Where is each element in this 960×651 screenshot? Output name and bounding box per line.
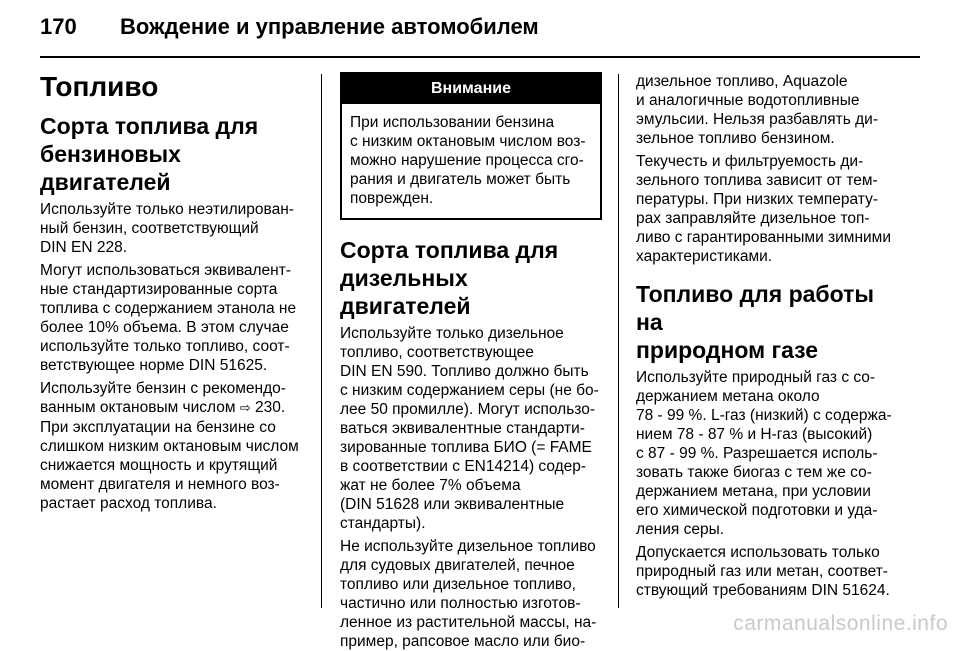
- paragraph-diesel-winter: Текучесть и фильтруемость ди- зельного топлива зависит от тем- пературы. При низких температу- рах заправляйте дизельное топ- ливо с гарантированными зимними характеристиками.: [636, 153, 891, 265]
- warning-title: Внимание: [342, 74, 600, 104]
- running-title: Вождение и управление автомобилем: [120, 14, 539, 39]
- arrow-reference-icon[interactable]: ⇨: [239, 401, 251, 416]
- paragraph-unleaded: Используйте только неэтилирован- ный бензин, соответствующий DIN EN 228.: [40, 201, 294, 256]
- page-reference-link[interactable]: 230: [255, 399, 281, 416]
- paragraph-diesel-standard: Используйте только дизельное топливо, соответствующее DIN EN 590. Топливо должно быть с низким содержанием серы (не бо- лее 50 промилле). Могут использо- ваться эквивалентные стандарти- зированные топлива БИО (= FAME в соответствии с EN14214) содер- жат не более 7% объема (DIN 51628 или эквивалентные стандарты).: [340, 325, 599, 532]
- section-title-diesel: Сорта топлива для дизельных двигателей: [340, 237, 559, 319]
- paragraph-natural-gas-standard: Допускается использовать только природный газ или метан, соответ- ствующий требованиям DIN 51624.: [636, 544, 890, 599]
- column-divider-1: [321, 74, 322, 608]
- warning-text: При использовании бензина с низким октановым числом воз- можно нарушение процесса сго- рания и двигатель может быть поврежден.: [350, 114, 586, 207]
- paragraph-natural-gas: Используйте природный газ с со- держанием метана около 78 - 99 %. L-газ (низкий) с содержа- нием 78 - 87 % и H-газ (высокий) с 87 - 99 %. Разрешается исполь- зовать также биогаз с тем же со- держанием метана, при условии его химической подготовки и уда- ления серы.: [636, 369, 892, 538]
- section-title-natural-gas: Топливо для работы на природном газе: [636, 281, 875, 363]
- column-right: [636, 72, 904, 604]
- column-middle: [340, 72, 602, 651]
- header-divider: [40, 56, 920, 58]
- column-divider-2: [618, 74, 619, 608]
- paragraph-octane: Используйте бензин с рекомендо- ванным октановым числом ⇨ 230. При эксплуатации на бензине со слишком низким октановым числом снижается мощность и крутящий момент двигателя и немного воз- растает расход топлива.: [40, 380, 299, 512]
- page-number: 170: [40, 14, 77, 39]
- chapter-title: Топливо: [40, 71, 159, 102]
- watermark: carmanualsonline.info: [733, 612, 948, 635]
- paragraph-ethanol: Могут использоваться эквивалент- ные стандартизированные сорта топлива с содержанием этанола не более 10% объема. В этом случае используйте только топливо, соот- ветствующее норме DIN 51625.: [40, 262, 297, 374]
- column-left: [40, 72, 308, 517]
- paragraph-diesel-prohibited: Не используйте дизельное топливо для судовых двигателей, печное топливо или дизельное топливо, частично или полностью изготов- ленное из растительной массы, на- пример, рапсовое масло или био-: [340, 538, 597, 650]
- page-header: [40, 14, 920, 54]
- warning-box: [340, 72, 602, 220]
- section-title-petrol: Сорта топлива для бензиновых двигателей: [40, 113, 259, 195]
- paragraph-diesel-continued: дизельное топливо, Aquazole и аналогичные водотопливные эмульсии. Нельзя разбавлять ди- зельное топливо бензином.: [636, 73, 878, 147]
